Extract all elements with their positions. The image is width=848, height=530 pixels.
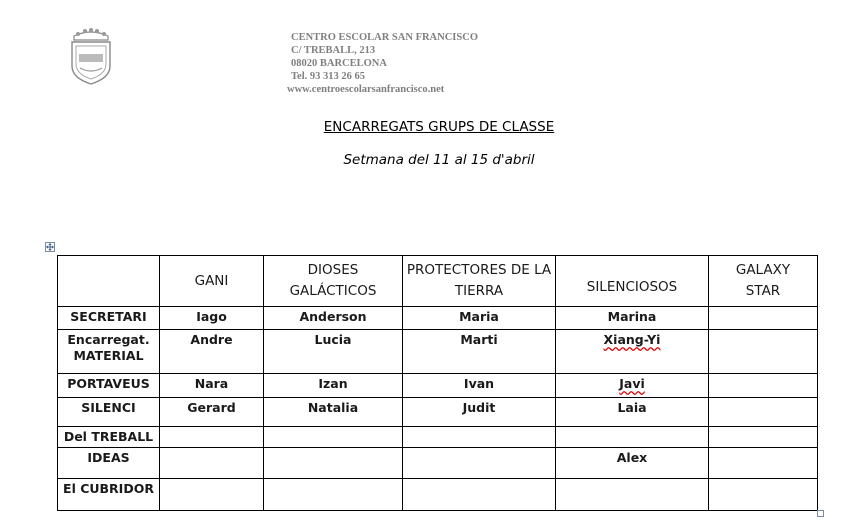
column-header: GALAXY STAR — [709, 256, 818, 307]
school-letterhead — [287, 31, 478, 96]
table-cell — [264, 448, 403, 479]
table-cell: Lucia — [264, 330, 403, 374]
table-cell — [556, 479, 709, 511]
table-cell — [709, 307, 818, 330]
table-cell — [709, 374, 818, 398]
table-cell: Anderson — [264, 307, 403, 330]
spellcheck-underlined-text: Javi — [619, 376, 645, 391]
table-cell: Iago — [160, 307, 264, 330]
school-phone: Tel. 93 313 26 65 — [291, 71, 365, 82]
table-row — [58, 398, 818, 427]
table-cell: Alex — [556, 448, 709, 479]
table-cell — [709, 427, 818, 448]
table-cell — [556, 330, 709, 374]
table-resize-handle[interactable] — [817, 510, 824, 517]
table-cell: Izan — [264, 374, 403, 398]
row-label: El CUBRIDOR — [58, 479, 160, 511]
table-cell: Maria — [403, 307, 556, 330]
table-cell — [709, 448, 818, 479]
column-header: SILENCIOSOS — [556, 256, 709, 307]
document-title: ENCARREGATS GRUPS DE CLASSE — [323, 119, 555, 135]
row-label: SECRETARI — [58, 307, 160, 330]
table-cell — [403, 479, 556, 511]
school-address-city: 08020 BARCELONA — [291, 58, 387, 69]
table-row — [58, 427, 818, 448]
row-label: IDEAS — [58, 448, 160, 479]
row-label: Del TREBALL — [58, 427, 160, 448]
row-label: SILENCI — [58, 398, 160, 427]
school-address-street: C/ TREBALL, 213 — [291, 45, 376, 56]
table-cell: Natalia — [264, 398, 403, 427]
spellcheck-underlined-text: Xiang-Yi — [603, 332, 661, 347]
table-cell — [403, 427, 556, 448]
header-corner-cell — [58, 256, 160, 307]
table-cell — [160, 448, 264, 479]
column-header: PROTECTORES DE LA TIERRA — [403, 256, 556, 307]
table-cell: Marti — [403, 330, 556, 374]
table-cell: Judit — [403, 398, 556, 427]
row-label: Encarregat. MATERIAL — [58, 330, 160, 374]
school-name: CENTRO ESCOLAR SAN FRANCISCO — [291, 32, 478, 43]
table-cell — [264, 479, 403, 511]
column-header: GANI — [160, 256, 264, 307]
document-subtitle: Setmana del 11 al 15 d'abril — [343, 152, 535, 168]
table-cell: Ivan — [403, 374, 556, 398]
table-cell — [160, 479, 264, 511]
table-cell: Laia — [556, 398, 709, 427]
table-cell — [403, 448, 556, 479]
school-crest-logo — [66, 26, 116, 86]
table-cell — [709, 479, 818, 511]
table-cell — [160, 427, 264, 448]
table-cell — [556, 374, 709, 398]
table-cell — [709, 330, 818, 374]
school-website: www.centroescolarsanfrancisco.net — [287, 84, 445, 95]
table-cell — [264, 427, 403, 448]
table-cell: Gerard — [160, 398, 264, 427]
table-move-handle-icon[interactable] — [45, 242, 55, 252]
table-cell — [709, 398, 818, 427]
table-row — [58, 479, 818, 511]
row-label: PORTAVEUS — [58, 374, 160, 398]
table-row — [58, 307, 818, 330]
column-header: DIOSES GALÁCTICOS — [264, 256, 403, 307]
table-cell: Nara — [160, 374, 264, 398]
table-row — [58, 448, 818, 479]
table-row — [58, 330, 818, 374]
table-row — [58, 374, 818, 398]
table-header-row — [58, 256, 818, 307]
table-cell — [556, 427, 709, 448]
table-cell: Marina — [556, 307, 709, 330]
table-cell: Andre — [160, 330, 264, 374]
duties-table — [57, 255, 818, 511]
